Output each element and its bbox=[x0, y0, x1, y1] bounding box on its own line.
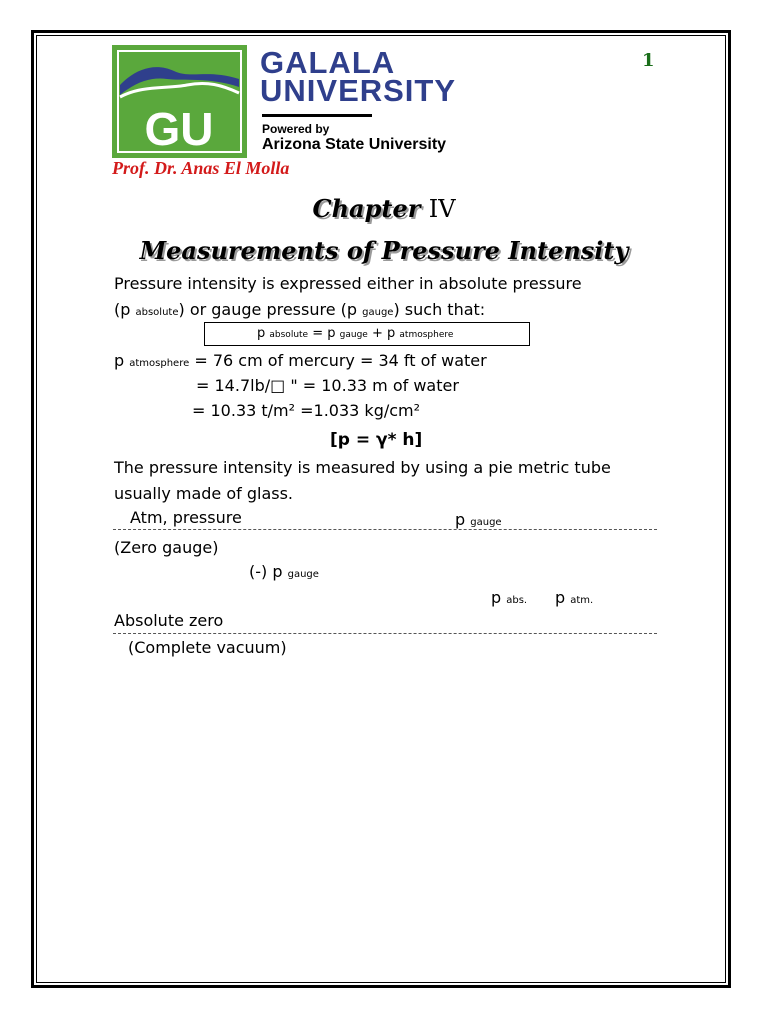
zero-gauge-label: (Zero gauge) bbox=[114, 538, 219, 557]
author-name: Prof. Dr. Anas El Molla bbox=[112, 158, 290, 178]
p-atm-p: p bbox=[555, 588, 571, 607]
page-number: 1 bbox=[642, 50, 655, 71]
atmospheric-pressure-line bbox=[113, 529, 657, 530]
formula-sub-atmosphere: atmosphere bbox=[399, 330, 454, 340]
logo-title-galala: GALALA bbox=[260, 45, 396, 80]
intro-text-a: (p bbox=[114, 300, 136, 319]
formula-p1: p bbox=[257, 326, 270, 341]
p-abs-sub: abs. bbox=[506, 595, 528, 606]
atm-p: p bbox=[114, 351, 130, 370]
atm-line-3: = 10.33 t/m² =1.033 kg/cm² bbox=[192, 401, 421, 420]
logo-mark-text: GU bbox=[144, 103, 214, 155]
formula-equals: = bbox=[308, 326, 328, 341]
chapter-number: IV bbox=[428, 195, 456, 223]
atm-sub: atmosphere bbox=[129, 358, 190, 369]
intro-sub-absolute: absolute bbox=[135, 307, 179, 318]
chapter-title bbox=[0, 194, 768, 223]
logo-title-university: UNIVERSITY bbox=[260, 73, 457, 108]
formula-p3: p bbox=[387, 326, 400, 341]
description-line-1: The pressure intensity is measured by using a pie metric tube bbox=[114, 458, 611, 477]
galala-logo-mark-icon bbox=[112, 45, 247, 158]
university-logo bbox=[112, 45, 522, 158]
description-line-2: usually made of glass. bbox=[114, 484, 294, 503]
intro-line-2 bbox=[114, 300, 485, 323]
formula-sub-absolute: absolute bbox=[269, 330, 309, 340]
absolute-zero-line bbox=[113, 633, 657, 634]
formula-plus: + bbox=[367, 326, 388, 341]
p-gauge-sub: gauge bbox=[470, 517, 502, 528]
negative-gauge-sub: gauge bbox=[287, 569, 319, 580]
section-heading: Measurements of Pressure Intensity bbox=[139, 236, 629, 265]
atm-line-1 bbox=[114, 351, 487, 374]
p-gauge-p: p bbox=[455, 510, 471, 529]
absolute-pressure-formula bbox=[204, 322, 530, 346]
intro-line-1: Pressure intensity is expressed either in absolute pressure bbox=[114, 274, 582, 293]
p-abs-p: p bbox=[491, 588, 507, 607]
intro-sub-gauge: gauge bbox=[362, 307, 394, 318]
hydrostatic-equation: [p = γ* h] bbox=[330, 430, 423, 450]
negative-gauge-label bbox=[249, 562, 319, 585]
negative-gauge-p: (-) p bbox=[249, 562, 288, 581]
atm-pressure-label: Atm, pressure bbox=[130, 508, 242, 527]
logo-partner: Arizona State University bbox=[262, 136, 447, 153]
atm-line-2: = 14.7lb/□ " = 10.33 m of water bbox=[196, 376, 459, 395]
intro-text-c: ) such that: bbox=[393, 300, 486, 319]
p-atm-label bbox=[555, 588, 593, 611]
p-abs-label bbox=[491, 588, 527, 611]
logo-powered-by: Powered by bbox=[262, 122, 330, 136]
logo-divider bbox=[262, 114, 372, 117]
formula-sub-gauge: gauge bbox=[339, 330, 368, 340]
absolute-zero-label: Absolute zero bbox=[114, 611, 224, 630]
chapter-label: Chapter bbox=[312, 194, 421, 223]
complete-vacuum-label: (Complete vacuum) bbox=[128, 638, 287, 657]
p-atm-sub: atm. bbox=[570, 595, 594, 606]
intro-text-b: ) or gauge pressure (p bbox=[178, 300, 363, 319]
formula-p2: p bbox=[327, 326, 340, 341]
atm-value-1: = 76 cm of mercury = 34 ft of water bbox=[189, 351, 487, 370]
